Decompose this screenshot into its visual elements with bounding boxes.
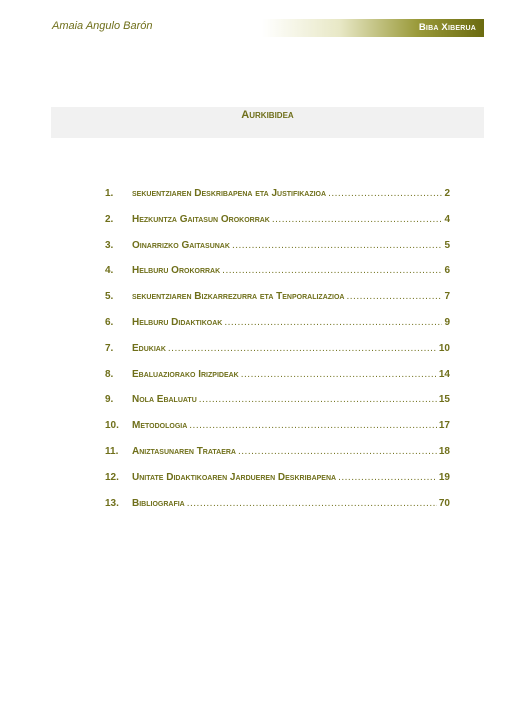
toc-entry-number: 7. [105, 342, 114, 354]
toc-entry-number: 8. [105, 368, 114, 380]
toc-entry[interactable] [105, 214, 450, 240]
toc-entry-label: Edukiak [132, 342, 166, 354]
toc-entry[interactable] [105, 240, 450, 266]
toc-entry[interactable] [105, 394, 450, 420]
toc-dot-leader [238, 446, 437, 457]
toc-entry-number: 13. [105, 497, 119, 509]
toc-entry-label: Hezkuntza Gaitasun Orokorrak [132, 213, 270, 225]
toc-entry[interactable] [105, 472, 450, 498]
toc-entry-label: Helburu Orokorrak [132, 265, 221, 277]
toc-dot-leader [241, 369, 437, 380]
toc-entry-label: sekuentziaren Bizkarrezurra eta Tenporalizazioa [132, 291, 345, 303]
toc-entry[interactable] [105, 369, 450, 395]
toc-entry-number: 4. [105, 265, 114, 277]
toc-dot-leader [187, 498, 437, 509]
toc-entry-page: 10 [438, 342, 450, 354]
toc-entry-label: Unitate Didaktikoaren Jardueren Deskribapena [132, 471, 337, 483]
toc-entry-number: 9. [105, 394, 114, 406]
toc-entry-page: 15 [438, 394, 450, 406]
toc-entry[interactable] [105, 317, 450, 343]
toc-dot-leader [338, 472, 437, 483]
toc-entry-number: 1. [105, 188, 114, 199]
toc-entry[interactable] [105, 446, 450, 472]
toc-entry-page: 6 [444, 265, 450, 277]
toc-entry-page: 18 [438, 445, 450, 457]
toc-entry-page: 2 [444, 188, 450, 199]
toc-dot-leader [189, 420, 437, 431]
header-band [262, 19, 484, 37]
toc-entry[interactable] [105, 188, 450, 214]
toc-entry-page: 4 [444, 213, 450, 225]
toc-entry-label: Aniztasunaren Trataera [132, 445, 236, 457]
toc-entry-label: Nola Ebaluatu [132, 394, 197, 406]
toc-entry[interactable] [105, 265, 450, 291]
toc-dot-leader [272, 214, 443, 225]
toc-entry-page: 9 [444, 316, 450, 328]
toc-dot-leader [222, 265, 442, 276]
toc-entry-label: Bibliografia [132, 497, 185, 509]
toc-entry-label: Metodologia [132, 420, 188, 432]
toc-title-bar [51, 107, 484, 138]
toc-entry-number: 5. [105, 291, 114, 303]
author-name: Amaia Angulo Barón [52, 20, 153, 32]
toc-dot-leader [168, 343, 437, 354]
toc-entry-page: 14 [438, 368, 450, 380]
document-title: Biba Xiberua [418, 22, 476, 33]
toc-entry-number: 11. [105, 445, 119, 457]
toc-entry[interactable] [105, 498, 450, 524]
toc-entry-label: Ebaluaziorako Irizpideak [132, 368, 239, 380]
toc-title: Aurkibidea [241, 109, 294, 121]
toc-entry-page: 19 [438, 471, 450, 483]
toc-entry-label: Oinarrizko Gaitasunak [132, 239, 230, 251]
toc-entry-number: 10. [105, 420, 119, 432]
toc-entry[interactable] [105, 343, 450, 369]
toc-entry-page: 7 [444, 291, 450, 303]
toc-entry-number: 12. [105, 471, 119, 483]
toc-list [105, 188, 450, 523]
toc-dot-leader [346, 291, 442, 302]
toc-entry-page: 70 [438, 497, 450, 509]
toc-entry-page: 17 [438, 420, 450, 432]
toc-dot-leader [224, 317, 442, 328]
toc-entry-number: 6. [105, 316, 114, 328]
toc-entry[interactable] [105, 291, 450, 317]
toc-entry-label: Helburu Didaktikoak [132, 316, 223, 328]
toc-dot-leader [232, 240, 443, 251]
toc-dot-leader [328, 188, 442, 199]
toc-entry-page: 5 [444, 239, 450, 251]
toc-entry-label: sekuentziaren Deskribapena eta Justifikazioa [132, 188, 327, 199]
toc-entry-number: 2. [105, 213, 114, 225]
toc-entry[interactable] [105, 420, 450, 446]
toc-dot-leader [199, 394, 437, 405]
toc-entry-number: 3. [105, 239, 114, 251]
